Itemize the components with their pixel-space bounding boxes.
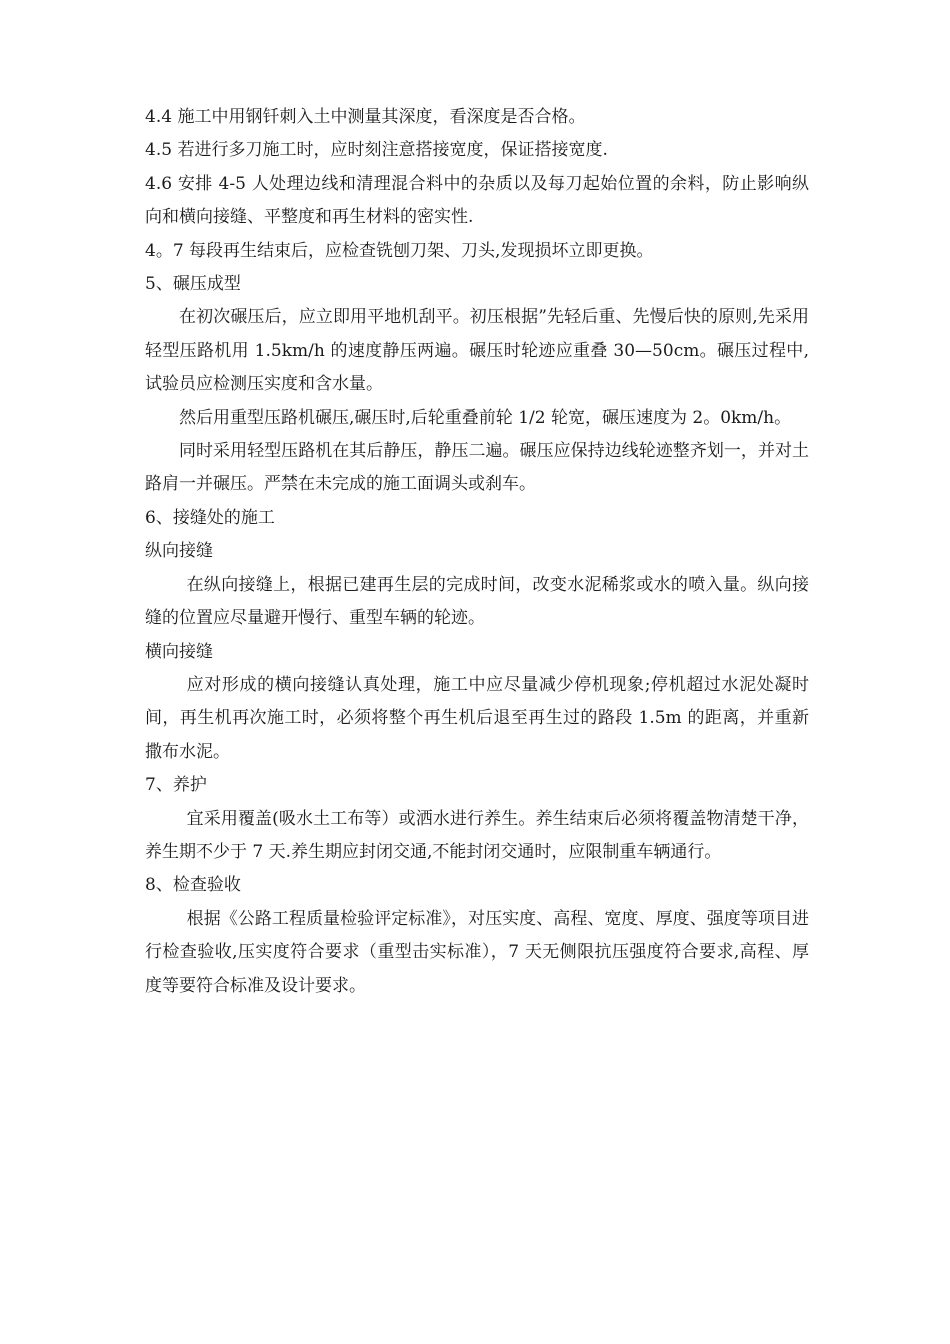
paragraph-initial-compaction: 在初次碾压后，应立即用平地机刮平。初压根据”先轻后重、先慢后快的原则,先采用轻型压路机用 1.5km/h 的速度静压两遍。碾压时轮迹应重叠 30—50cm。碾压过程中,试验员应检测压实度和含水量。 [145, 307, 809, 395]
paragraph-inspection: 根据《公路工程质量检验评定标准》，对压实度、高程、宽度、厚度、强度等项目进行检查验收,压实度符合要求（重型击实标准），7 天无侧限抗压强度符合要求,高程、厚度等要符合标准及设计要求。 [145, 908, 809, 996]
paragraph-static-rolling: 同时采用轻型压路机在其后静压，静压二遍。碾压应保持边线轮迹整齐划一，并对土路肩一并碾压。严禁在未完成的施工面调头或刹车。 [145, 441, 809, 495]
section-heading-6: 6、接缝处的施工 [145, 507, 275, 528]
paragraph-curing: 宜采用覆盖(吸水土工布等）或洒水进行养生。养生结束后必须将覆盖物清楚干净，养生期不少于 7 天.养生期应封闭交通,不能封闭交通时，应限制重车辆通行。 [145, 808, 809, 862]
section-heading-8: 8、检查验收 [145, 875, 241, 896]
paragraph-transverse-joint: 应对形成的横向接缝认真处理，施工中应尽量减少停机现象;停机超过水泥处凝时间，再生机再次施工时，必须将整个再生机后退至再生过的路段 1.5m 的距离，并重新撒布水泥。 [145, 674, 809, 762]
paragraph-heavy-roller: 然后用重型压路机碾压,碾压时,后轮重叠前轮 1/2 轮宽，碾压速度为 2。0km/h。 [179, 407, 792, 428]
section-heading-7: 7、养护 [145, 775, 207, 796]
paragraph-4-7: 4。7 每段再生结束后，应检查铣刨刀架、刀头,发现损坏立即更换。 [145, 240, 654, 261]
paragraph-longitudinal-joint: 在纵向接缝上，根据已建再生层的完成时间，改变水泥稀浆或水的喷入量。纵向接缝的位置应尽量避开慢行、重型车辆的轮迹。 [145, 574, 809, 629]
subheading-longitudinal-joint: 纵向接缝 [145, 541, 213, 562]
section-heading-5: 5、碾压成型 [145, 274, 241, 295]
paragraph-4-5: 4.5 若进行多刀施工时，应时刻注意搭接宽度，保证搭接宽度. [145, 140, 608, 161]
document-body [145, 101, 809, 1003]
paragraph-4-6: 4.6 安排 4-5 人处理边线和清理混合料中的杂质以及每刀起始位置的余料，防止影响纵向和横向接缝、平整度和再生材料的密实性. [145, 173, 809, 228]
paragraph-4-4: 4.4 施工中用钢钎刺入土中测量其深度，看深度是否合格。 [145, 107, 586, 127]
subheading-transverse-joint: 横向接缝 [145, 641, 213, 662]
